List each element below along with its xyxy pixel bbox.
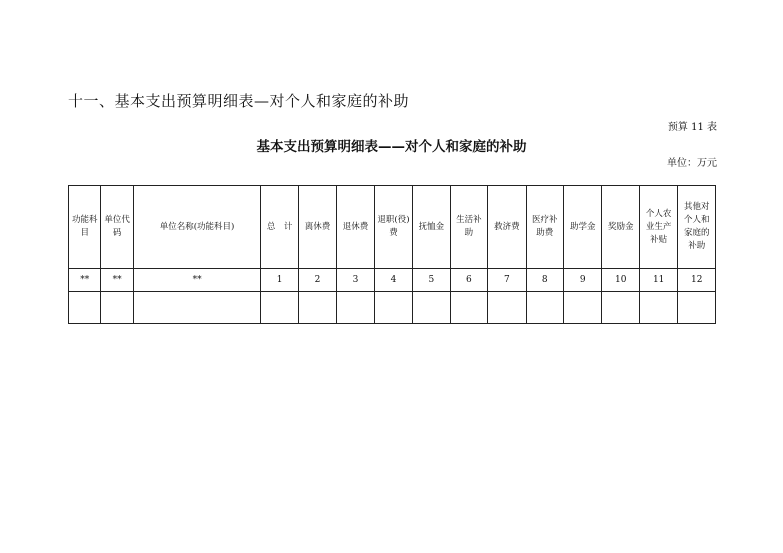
code-cell: 5 [413,269,450,292]
header-cell: 其他对个人和家庭的补助 [678,186,716,269]
code-cell: ** [69,269,101,292]
header-cell: 助学金 [564,186,602,269]
header-cell: 功能科目 [69,186,101,269]
header-cell: 退休费 [337,186,374,269]
header-cell: 抚恤金 [413,186,450,269]
header-row [69,186,716,269]
code-cell: 9 [564,269,602,292]
data-cell [413,292,450,324]
code-cell: 10 [602,269,639,292]
code-cell: 11 [639,269,677,292]
code-cell: ** [133,269,261,292]
budget-table [68,185,716,324]
header-cell: 单位代码 [101,186,133,269]
form-number: 预算 11 表 [667,122,717,133]
code-cell: 2 [298,269,336,292]
header-cell: 生活补助 [450,186,487,269]
code-cell: ** [101,269,133,292]
data-cell [450,292,487,324]
data-cell [678,292,716,324]
header-cell: 总 计 [261,186,298,269]
data-cell [337,292,374,324]
data-cell [639,292,677,324]
header-cell: 离休费 [298,186,336,269]
code-cell: 12 [678,269,716,292]
data-cell [526,292,563,324]
data-row [69,292,716,324]
code-cell: 6 [450,269,487,292]
data-cell [133,292,261,324]
data-cell [374,292,412,324]
section-heading: 十一、基本支出预算明细表—对个人和家庭的补助 [68,92,410,110]
code-cell: 8 [526,269,563,292]
code-cell: 1 [261,269,298,292]
data-cell [602,292,639,324]
code-cell: 4 [374,269,412,292]
header-cell: 退职(役)费 [374,186,412,269]
code-row [69,269,716,292]
code-cell: 7 [488,269,526,292]
header-cell: 救济费 [488,186,526,269]
code-cell: 3 [337,269,374,292]
data-cell [564,292,602,324]
header-cell: 个人农业生产补贴 [639,186,677,269]
table-title: 基本支出预算明细表——对个人和家庭的补助 [256,139,527,155]
header-cell: 医疗补助费 [526,186,563,269]
data-cell [69,292,101,324]
header-cell: 单位名称(功能科目) [133,186,261,269]
data-cell [261,292,298,324]
data-cell [101,292,133,324]
unit-label: 单位：万元 [667,158,717,169]
data-cell [488,292,526,324]
header-cell: 奖励金 [602,186,639,269]
data-cell [298,292,336,324]
